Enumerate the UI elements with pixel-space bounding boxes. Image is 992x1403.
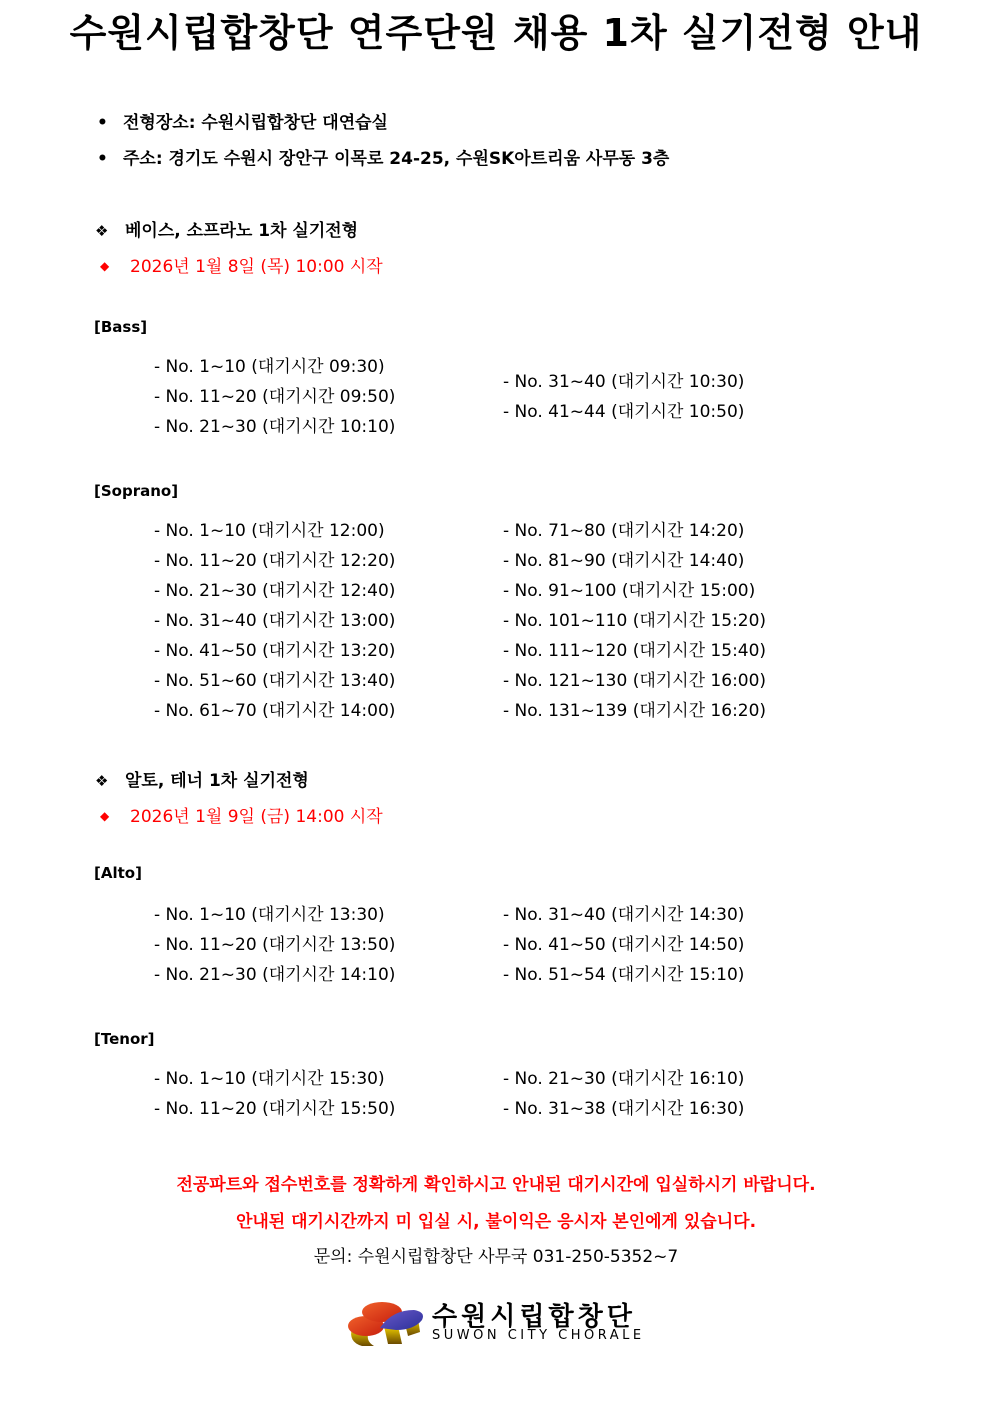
notice-line-1: 전공파트와 접수번호를 정확하게 확인하시고 안내된 대기시간에 입실하시기 바랍니다. xyxy=(176,1175,816,1195)
list-item: - No. 1~10 (대기시간 09:30) xyxy=(154,357,385,377)
section-heading-bass-soprano: ❖ 베이스, 소프라노 1차 실기전형 xyxy=(95,221,359,241)
logo-name-korean: 수원시립합창단 xyxy=(432,1302,636,1332)
list-item: - No. 41~50 (대기시간 13:20) xyxy=(154,641,396,661)
list-item: - No. 51~60 (대기시간 13:40) xyxy=(154,671,396,691)
list-item: - No. 131~139 (대기시간 16:20) xyxy=(503,701,767,721)
list-item: - No. 1~10 (대기시간 12:00) xyxy=(154,521,385,541)
list-item: - No. 81~90 (대기시간 14:40) xyxy=(503,551,745,571)
list-item: - No. 31~40 (대기시간 14:30) xyxy=(503,905,745,925)
part-label-tenor: [Tenor] xyxy=(94,1030,155,1048)
part-label-soprano: [Soprano] xyxy=(94,482,179,500)
list-item: - No. 11~20 (대기시간 12:20) xyxy=(154,551,396,571)
page-title: 수원시립합창단 연주단원 채용 1차 실기전형 안내 xyxy=(69,11,923,55)
venue-text: 전형장소: 수원시립합창단 대연습실 xyxy=(123,113,388,133)
bullet-icon: • xyxy=(97,149,108,169)
part-label-bass: [Bass] xyxy=(94,318,148,336)
list-item: - No. 121~130 (대기시간 16:00) xyxy=(503,671,767,691)
list-item: - No. 31~38 (대기시간 16:30) xyxy=(503,1099,745,1119)
section-date-bass-soprano: ◆ 2026년 1월 8일 (목) 10:00 시작 xyxy=(100,257,383,277)
list-item: - No. 31~40 (대기시간 13:00) xyxy=(154,611,396,631)
list-item: - No. 41~44 (대기시간 10:50) xyxy=(503,402,745,422)
list-item: - No. 51~54 (대기시간 15:10) xyxy=(503,965,745,985)
section-date-alto-tenor: ◆ 2026년 1월 9일 (금) 14:00 시작 xyxy=(100,807,383,827)
bullet-icon: • xyxy=(97,113,108,133)
list-item: - No. 1~10 (대기시간 15:30) xyxy=(154,1069,385,1089)
diamond-icon: ◆ xyxy=(100,259,110,273)
list-item: - No. 11~20 (대기시간 09:50) xyxy=(154,387,396,407)
address-text: 주소: 경기도 수원시 장안구 이목로 24-25, 수원SK아트리움 사무동 3층 xyxy=(123,149,670,169)
notice-line-2: 안내된 대기시간까지 미 입실 시, 불이익은 응시자 본인에게 있습니다. xyxy=(235,1212,757,1232)
list-item: - No. 21~30 (대기시간 10:10) xyxy=(154,417,396,437)
list-item: - No. 41~50 (대기시간 14:50) xyxy=(503,935,745,955)
section-heading-alto-tenor: ❖ 알토, 테너 1차 실기전형 xyxy=(95,771,309,791)
venue-info xyxy=(97,108,388,133)
list-item: - No. 31~40 (대기시간 10:30) xyxy=(503,372,745,392)
diamond-icon: ◆ xyxy=(100,809,110,823)
list-item: - No. 11~20 (대기시간 13:50) xyxy=(154,935,396,955)
list-item: - No. 61~70 (대기시간 14:00) xyxy=(154,701,396,721)
list-item: - No. 21~30 (대기시간 16:10) xyxy=(503,1069,745,1089)
diamond-cluster-icon: ❖ xyxy=(95,222,109,240)
address-info xyxy=(97,144,669,169)
list-item: - No. 101~110 (대기시간 15:20) xyxy=(503,611,767,631)
list-item: - No. 1~10 (대기시간 13:30) xyxy=(154,905,385,925)
list-item: - No. 71~80 (대기시간 14:20) xyxy=(503,521,745,541)
list-item: - No. 21~30 (대기시간 14:10) xyxy=(154,965,396,985)
diamond-cluster-icon: ❖ xyxy=(95,772,109,790)
list-item: - No. 111~120 (대기시간 15:40) xyxy=(503,641,767,661)
part-label-alto: [Alto] xyxy=(94,864,142,882)
chorale-logo xyxy=(344,1296,654,1351)
contact-info: 문의: 수원시립합창단 사무국 031-250-5352~7 xyxy=(313,1247,679,1267)
list-item: - No. 91~100 (대기시간 15:00) xyxy=(503,581,756,601)
list-item: - No. 21~30 (대기시간 12:40) xyxy=(154,581,396,601)
chorale-emblem-icon xyxy=(344,1298,428,1350)
logo-name-english: SUWON CITY CHORALE xyxy=(432,1328,645,1343)
list-item: - No. 11~20 (대기시간 15:50) xyxy=(154,1099,396,1119)
